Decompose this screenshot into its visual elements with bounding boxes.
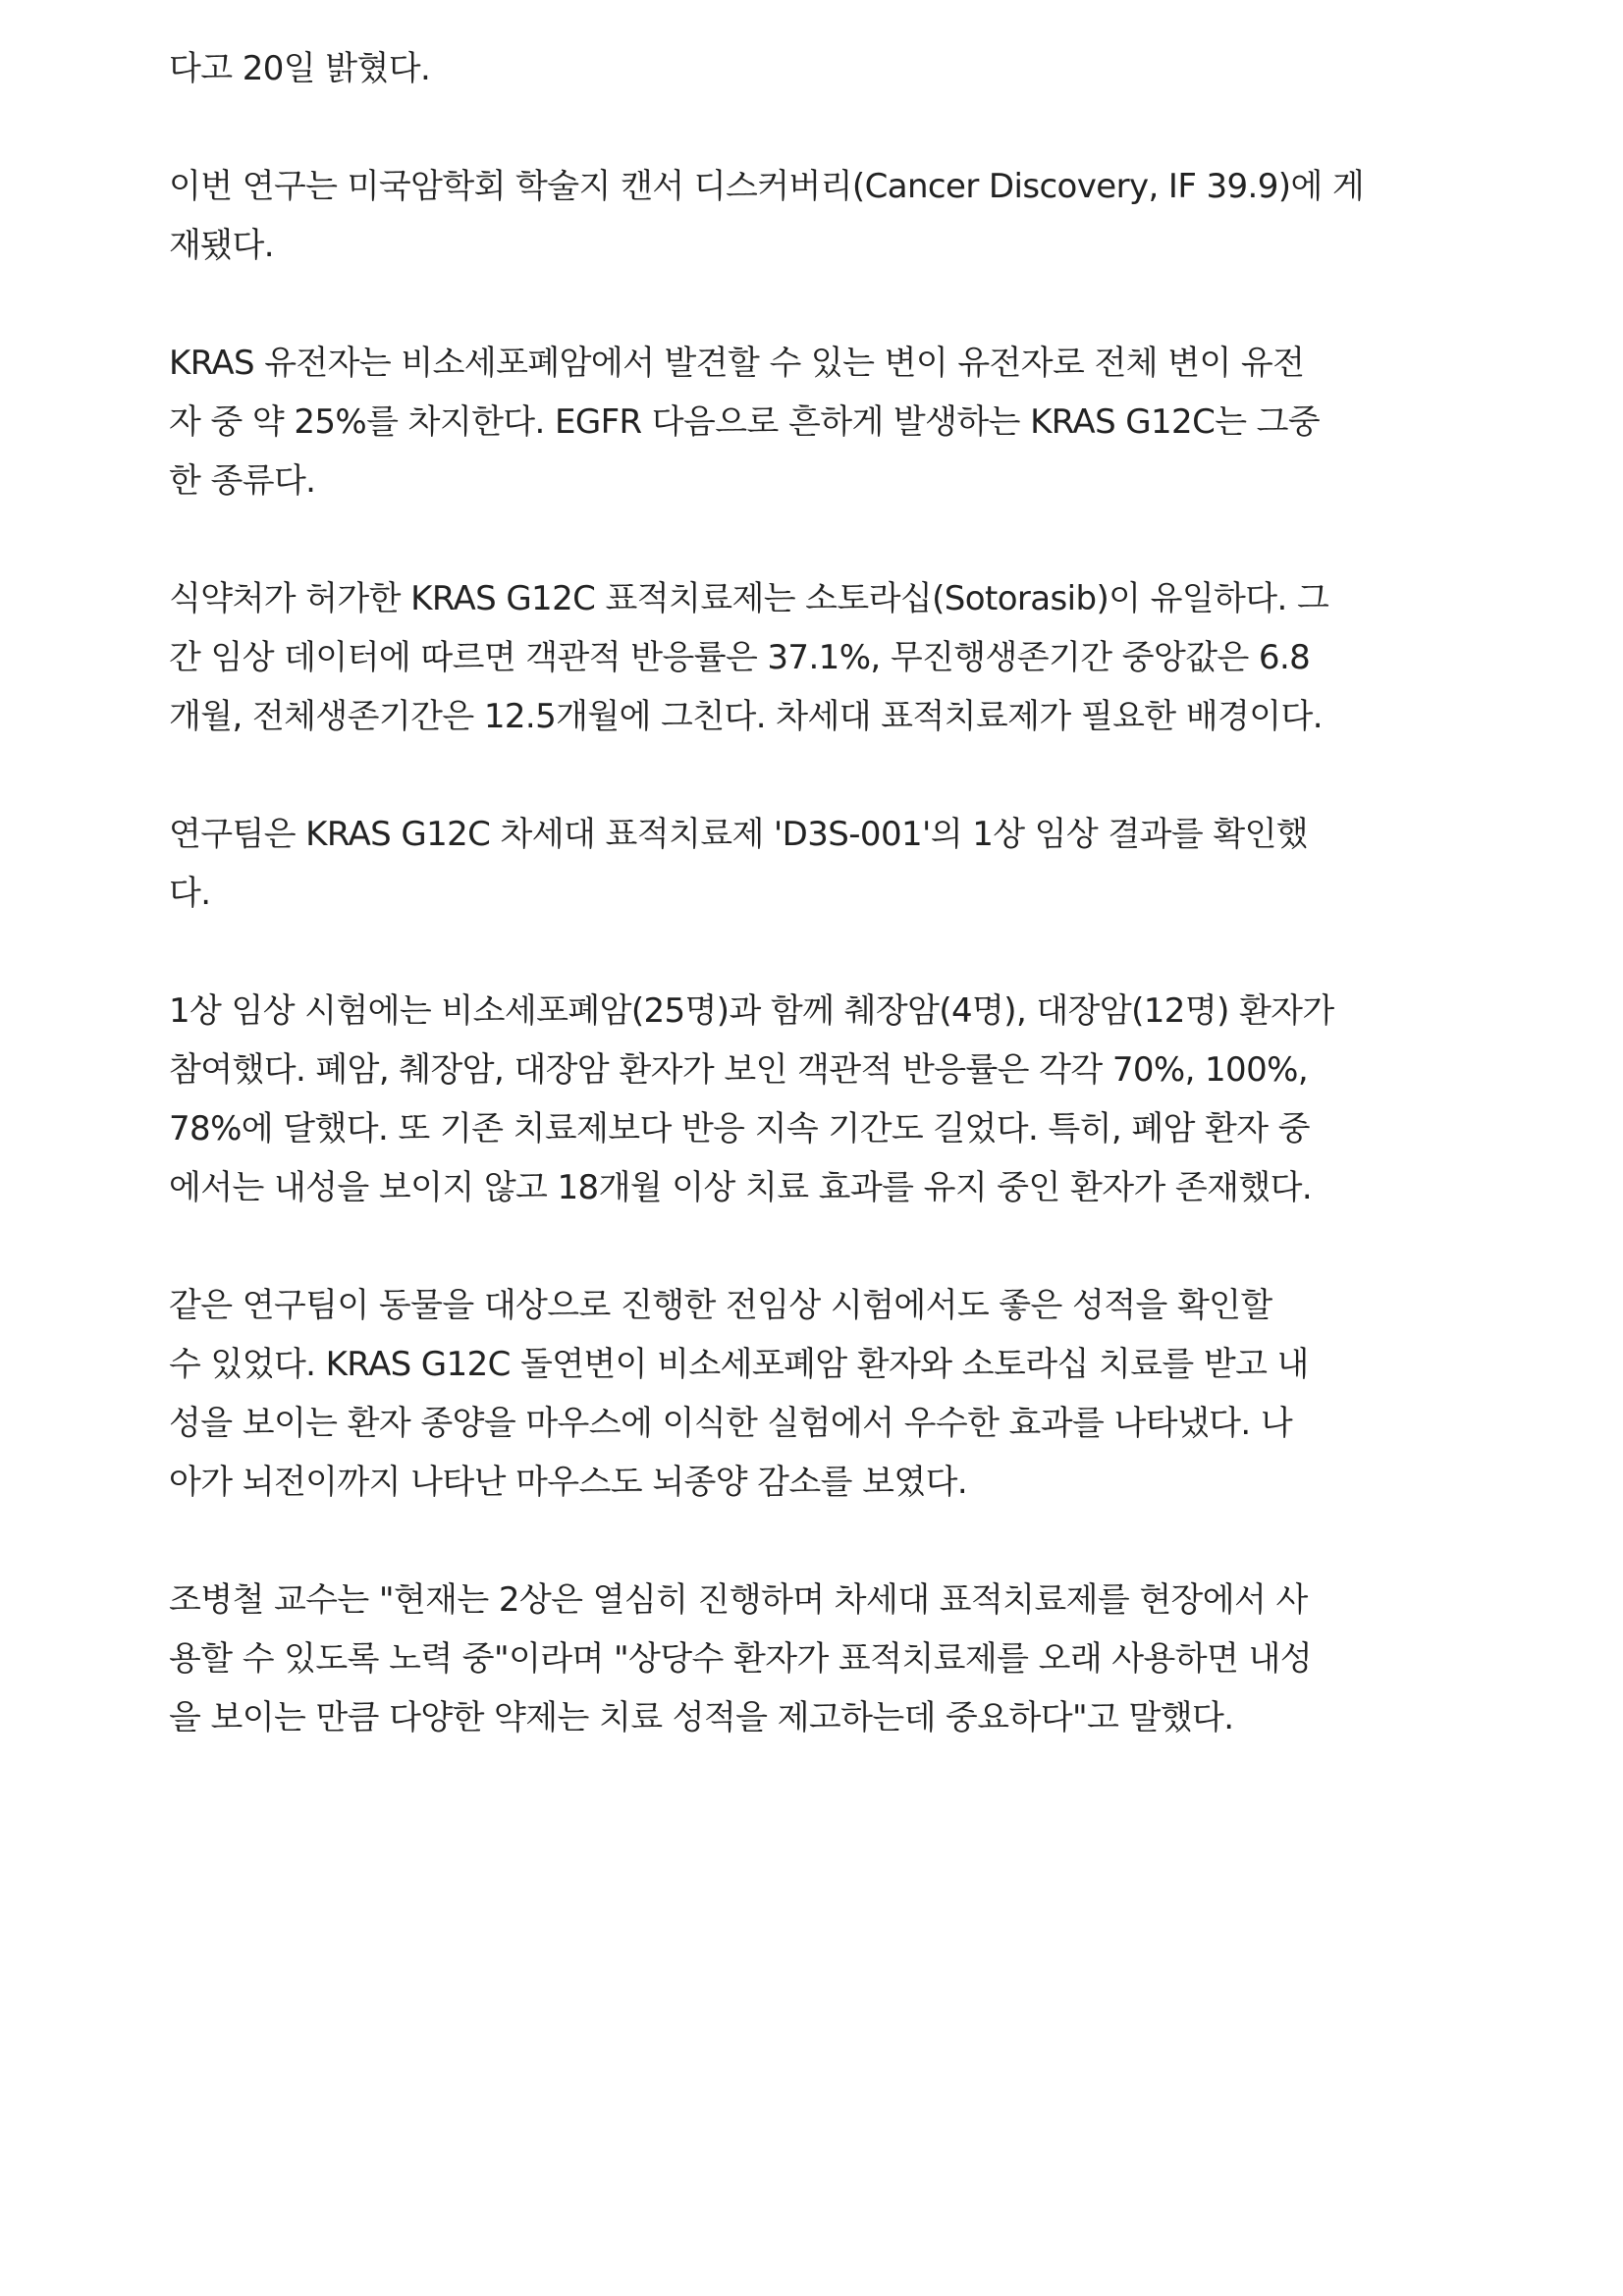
text-line: 아가 뇌전이까지 나타난 마우스도 뇌종양 감소를 보였다.: [169, 1463, 968, 1502]
text-line: 재됐다.: [169, 226, 274, 265]
text-line: 개월, 전체생존기간은 12.5개월에 그친다. 차세대 표적치료제가 필요한 배경이다.: [169, 697, 1323, 736]
text-line: 연구팀은 KRAS G12C 차세대 표적치료제 'D3S-001'의 1상 임상 결과를 확인했: [169, 815, 1309, 854]
text-line: 참여했다. 폐암, 췌장암, 대장암 환자가 보인 객관적 반응률은 각각 70%, 100%,: [169, 1050, 1309, 1090]
text-line: 성을 보이는 환자 종양을 마우스에 이식한 실험에서 우수한 효과를 나타냈다. 나: [169, 1404, 1293, 1443]
paragraph: [169, 982, 1475, 1217]
article-body: [169, 39, 1475, 1806]
paragraph: [169, 39, 1475, 98]
paragraph: [169, 334, 1475, 510]
text-line: 78%에 달했다. 또 기존 치료제보다 반응 지속 기간도 길었다. 특히, 폐암 환자 중: [169, 1109, 1310, 1148]
text-line: 한 종류다.: [169, 461, 316, 501]
text-line: 이번 연구는 미국암학회 학술지 캔서 디스커버리(Cancer Discovery, IF 39.9)에 게: [169, 167, 1365, 206]
paragraph: [169, 805, 1475, 923]
text-line: 1상 임상 시험에는 비소세포폐암(25명)과 함께 췌장암(4명), 대장암(12명) 환자가: [169, 991, 1334, 1031]
paragraph: [169, 569, 1475, 746]
text-line: 조병철 교수는 "현재는 2상은 열심히 진행하며 차세대 표적치료제를 현장에서 사: [169, 1580, 1308, 1620]
text-line: KRAS 유전자는 비소세포폐암에서 발견할 수 있는 변이 유전자로 전체 변이 유전: [169, 344, 1305, 383]
text-line: 다고 20일 밝혔다.: [169, 49, 431, 88]
paragraph: [169, 1571, 1475, 1747]
text-line: 을 보이는 만큼 다양한 약제는 치료 성적을 제고하는데 중요하다"고 말했다.: [169, 1698, 1234, 1737]
text-line: 수 있었다. KRAS G12C 돌연변이 비소세포폐암 환자와 소토라십 치료를 받고 내: [169, 1345, 1309, 1384]
text-line: 다.: [169, 874, 211, 913]
text-line: 용할 수 있도록 노력 중"이라며 "상당수 환자가 표적치료제를 오래 사용하면 내성: [169, 1639, 1312, 1679]
paragraph: [169, 157, 1475, 275]
text-line: 식약처가 허가한 KRAS G12C 표적치료제는 소토라십(Sotorasib)이 유일하다. 그: [169, 579, 1329, 618]
text-line: 에서는 내성을 보이지 않고 18개월 이상 치료 효과를 유지 중인 환자가 존재했다.: [169, 1168, 1313, 1207]
paragraph: [169, 1276, 1475, 1512]
text-line: 간 임상 데이터에 따르면 객관적 반응률은 37.1%, 무진행생존기간 중앙값은 6.8: [169, 638, 1311, 677]
text-line: 같은 연구팀이 동물을 대상으로 진행한 전임상 시험에서도 좋은 성적을 확인할: [169, 1286, 1272, 1325]
text-line: 자 중 약 25%를 차지한다. EGFR 다음으로 흔하게 발생하는 KRAS G12C는 그중: [169, 402, 1321, 442]
